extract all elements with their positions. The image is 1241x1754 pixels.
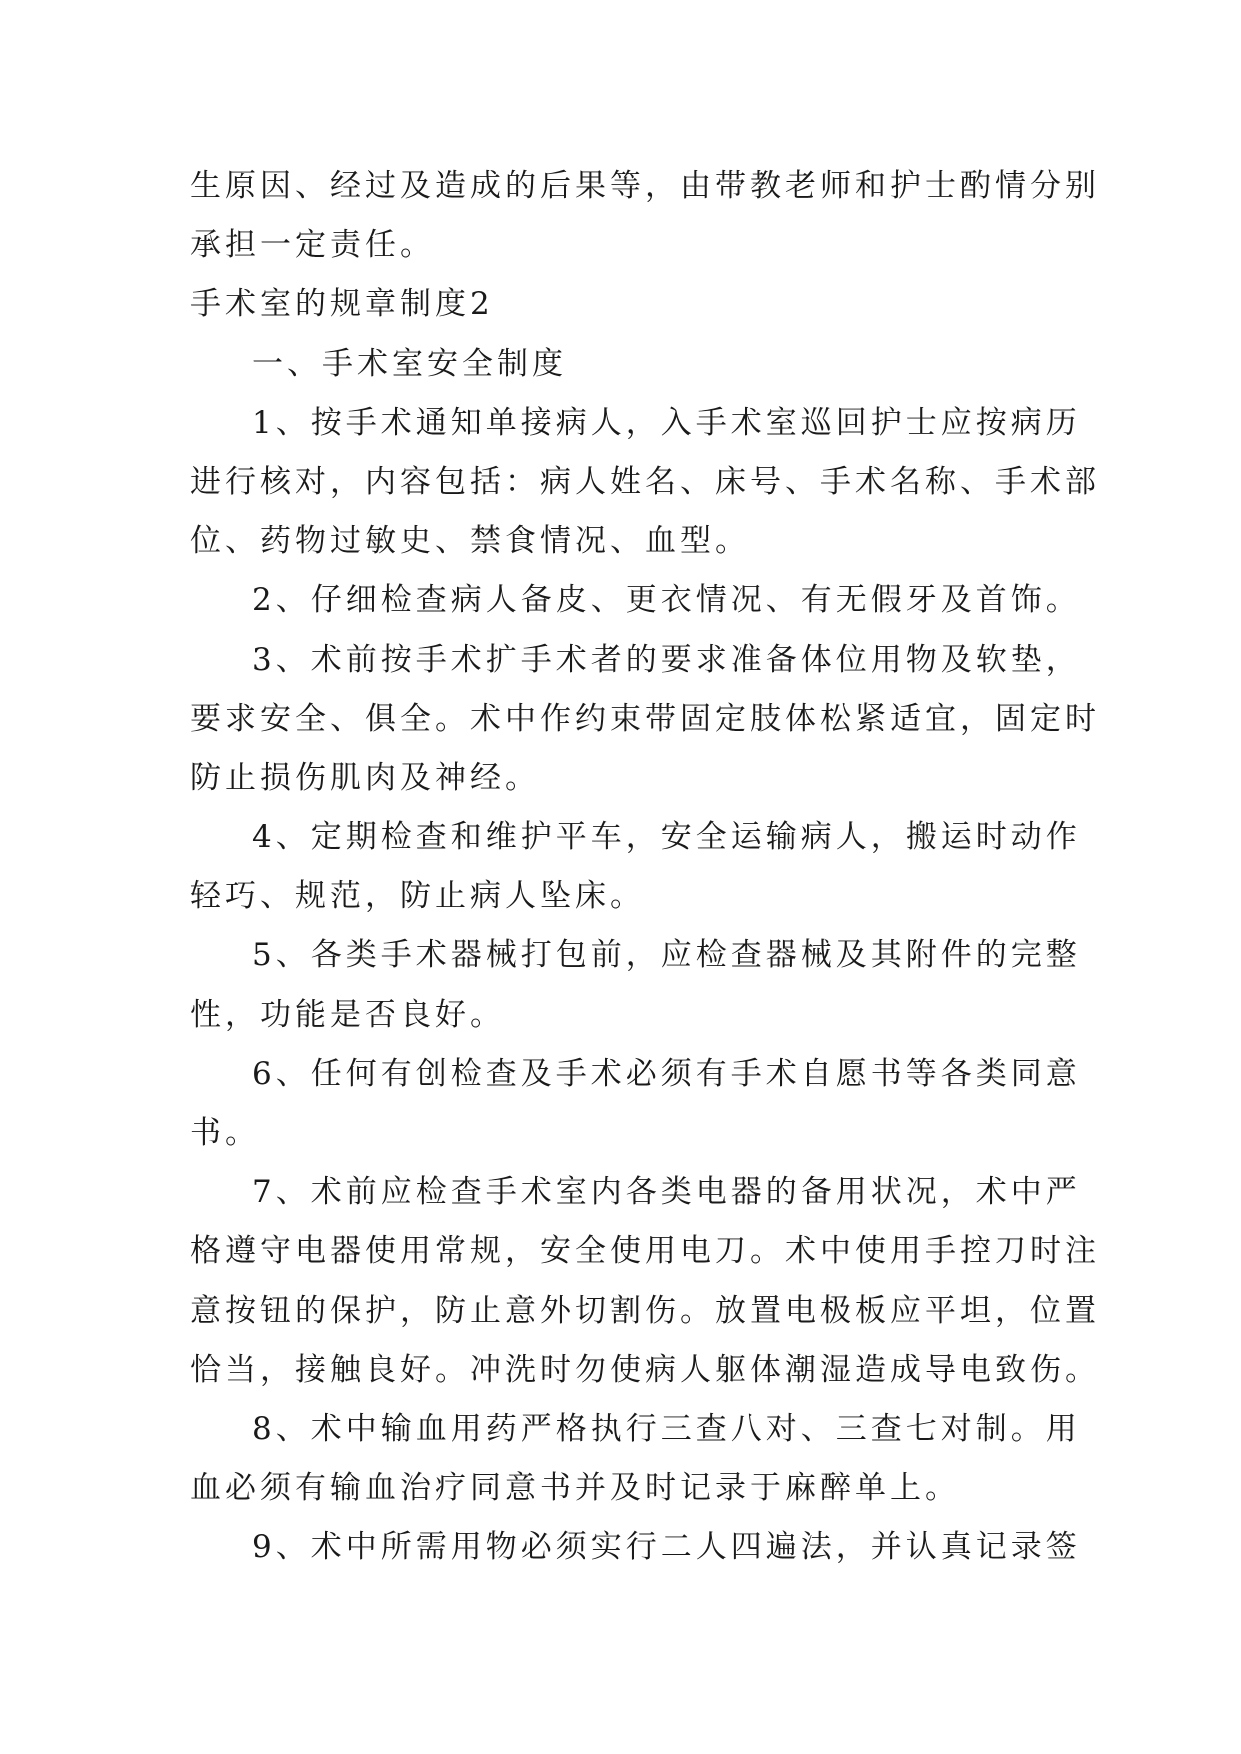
- text-line: 8、术中输血用药严格执行三查八对、三查七对制。用: [252, 1410, 1081, 1447]
- text-line: 5、各类手术器械打包前，应检查器械及其附件的完整: [252, 937, 1081, 974]
- text-line: 位、药物过敏史、禁食情况、血型。: [190, 523, 750, 560]
- text-line: 要求安全、俱全。术中作约束带固定肢体松紧适宜，固定时: [190, 700, 1100, 737]
- text-line: 生原因、经过及造成的后果等，由带教老师和护士酌情分别: [190, 168, 1100, 204]
- document-body: [190, 157, 1100, 1578]
- text-line: 7、术前应检查手术室内各类电器的备用状况，术中严: [252, 1174, 1081, 1211]
- text-line: 承担一定责任。: [190, 227, 435, 264]
- text-line: 9、术中所需用物必须实行二人四遍法，并认真记录签: [252, 1529, 1081, 1566]
- text-line: 轻巧、规范，防止病人坠床。: [190, 878, 645, 915]
- text-line: 1、按手术通知单接病人，入手术室巡回护士应按病历: [252, 404, 1081, 441]
- subsection-heading: 一、手术室安全制度: [252, 345, 567, 382]
- text-line: 3、术前按手术扩手术者的要求准备体位用物及软垫，: [252, 641, 1081, 678]
- text-line: 进行核对，内容包括：病人姓名、床号、手术名称、手术部: [190, 463, 1100, 500]
- text-line: 4、定期检查和维护平车，安全运输病人，搬运时动作: [252, 819, 1081, 856]
- text-line: 恰当，接触良好。冲洗时勿使病人躯体潮湿造成导电致伤。: [190, 1351, 1100, 1388]
- text-line: 6、任何有创检查及手术必须有手术自愿书等各类同意: [252, 1055, 1081, 1092]
- text-line: 书。: [190, 1115, 260, 1151]
- section-title: 手术室的规章制度2: [190, 286, 494, 323]
- text-line: 性，功能是否良好。: [190, 996, 505, 1033]
- text-line: 血必须有输血治疗同意书并及时记录于麻醉单上。: [190, 1470, 960, 1507]
- text-line: 格遵守电器使用常规，安全使用电刀。术中使用手控刀时注: [190, 1233, 1100, 1270]
- text-line: 意按钮的保护，防止意外切割伤。放置电极板应平坦，位置: [190, 1292, 1100, 1329]
- text-line: 防止损伤肌肉及神经。: [190, 759, 540, 796]
- text-line: 2、仔细检查病人备皮、更衣情况、有无假牙及首饰。: [252, 582, 1081, 619]
